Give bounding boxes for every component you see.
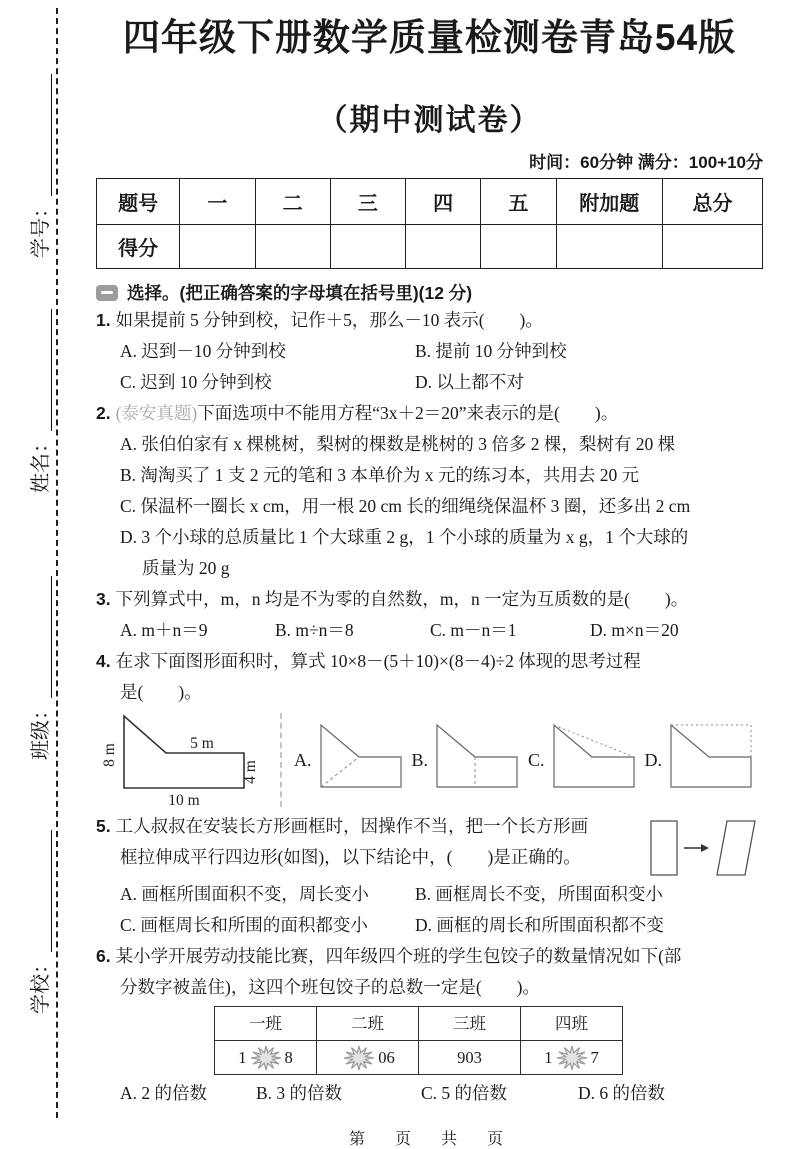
score-empty-cell (255, 225, 330, 269)
q4-option-d (645, 719, 759, 801)
name-label: 姓名： (30, 433, 52, 493)
option-c: C. m－n＝1 (430, 620, 517, 640)
option-c: C. 画框周长和所围的面积都变小 (120, 915, 368, 935)
score-header-cell: 二 (255, 179, 330, 225)
option-d-continuation: 质量为 20 g (142, 558, 230, 578)
q4-figure-row (102, 711, 763, 809)
option-d: D. 画框的周长和所围面积都不变 (415, 915, 664, 935)
sidebar-field-name (20, 309, 52, 493)
question-6 (96, 941, 763, 1109)
option-c: C. 保温杯一圈长 x cm，用一根 20 cm 长的细绳绕保温杯 3 圈，还多出 2 cm (120, 496, 691, 516)
student-id-label: 学号： (30, 198, 52, 258)
question-stem-line2: 是( )。 (120, 682, 202, 702)
figure-label-top: 5 m (190, 735, 214, 752)
frame-stretch-figure (645, 817, 763, 879)
score-header-cell: 题号 (97, 179, 180, 225)
covered-number-cell: 06 (317, 1041, 419, 1075)
score-empty-cell (481, 225, 556, 269)
question-3 (96, 584, 763, 646)
option-d: D. 6 的倍数 (578, 1083, 666, 1103)
score-empty-cell (180, 225, 255, 269)
figure-label-right: 4 m (242, 760, 259, 784)
student-id-blank (37, 74, 52, 196)
minus-badge-icon (96, 285, 118, 301)
class-header-cell: 一班 (215, 1007, 317, 1041)
score-table (96, 178, 763, 269)
option-d-figure (663, 719, 758, 801)
dashed-cut-line (56, 8, 58, 1118)
option-c: C. 迟到 10 分钟到校 (120, 372, 272, 392)
class-header-cell: 二班 (317, 1007, 419, 1041)
option-a-figure (313, 719, 408, 801)
question-stem-line2: 分数字被盖住)，这四个班包饺子的总数一定是( )。 (120, 977, 540, 997)
page-subtitle: （期中测试卷） (317, 104, 542, 137)
option-letter: C. (528, 749, 545, 770)
class-blank (37, 576, 52, 698)
score-table-score-row (97, 225, 763, 269)
score-header-cell: 总分 (663, 179, 763, 225)
question-stem: 下面选项中不能用方程“3x＋2＝20”来表示的是( )。 (197, 403, 619, 423)
question-stem: 如果提前 5 分钟到校，记作＋5，那么－10 表示( )。 (115, 310, 543, 330)
main-sheet (60, 0, 793, 1148)
time-score-meta: 时间：60分钟 满分：100+10分 (529, 153, 763, 172)
burst-icon (250, 1045, 282, 1071)
number-cell: 903 (419, 1041, 521, 1075)
covered-number-cell: 1 7 (521, 1041, 623, 1075)
question-number: 3. (96, 589, 111, 609)
option-b: B. 3 的倍数 (256, 1083, 343, 1103)
question-number: 6. (96, 946, 111, 966)
option-b: B. 淘淘买了 1 支 2 元的笔和 3 本单价为 x 元的练习本，共用去 20 元 (120, 465, 640, 485)
question-number: 1. (96, 310, 111, 330)
dumpling-table-header-row (215, 1007, 623, 1041)
class-header-cell: 四班 (521, 1007, 623, 1041)
question-number: 2. (96, 403, 111, 423)
question-stem-line1: 某小学开展劳动技能比赛，四年级四个班的学生包饺子的数量情况如下(部 (115, 946, 682, 966)
question-4 (96, 646, 763, 809)
option-d: D. m×n＝20 (590, 620, 679, 640)
class-header-cell: 三班 (419, 1007, 521, 1041)
option-b: B. m÷n＝8 (275, 620, 354, 640)
name-blank (37, 309, 52, 431)
question-stem-line1: 在求下面图形面积时，算式 10×8－(5＋10)×(8－4)÷2 体现的思考过程 (115, 651, 641, 671)
class-label: 班级： (30, 700, 52, 760)
sidebar-field-class (20, 576, 52, 760)
q5-stem-with-figure (96, 811, 763, 879)
option-a: A. 张伯伯家有 x 棵桃树，梨树的棵数是桃树的 3 倍多 2 棵，梨树有 20 棵 (120, 434, 676, 454)
score-empty-cell (556, 225, 663, 269)
sidebar-field-student-id (20, 74, 52, 258)
option-letter: D. (644, 749, 663, 770)
score-header-cell: 三 (330, 179, 405, 225)
option-d: D. 以上都不对 (415, 372, 524, 392)
school-label: 学校： (30, 954, 52, 1014)
main-area-figure (102, 710, 270, 810)
question-stem-line1: 工人叔叔在安装长方形画框时，因操作不当，把一个长方形画 (115, 816, 589, 836)
score-header-cell: 附加题 (556, 179, 663, 225)
page-footer: 第 页 共 页 (348, 1131, 510, 1148)
burst-icon (556, 1045, 588, 1071)
score-row-label: 得分 (97, 225, 180, 269)
score-empty-cell (663, 225, 763, 269)
figure-divider-line (280, 713, 282, 807)
source-tag: (泰安真题) (115, 403, 198, 423)
question-5 (96, 811, 763, 941)
q6-options-row (120, 1078, 763, 1109)
dumpling-table-value-row (215, 1041, 623, 1075)
q4-option-b (412, 719, 525, 801)
q5-options-row-1 (120, 879, 763, 910)
q1-options-row-1 (120, 336, 763, 367)
score-empty-cell (406, 225, 481, 269)
q3-options-row (120, 615, 763, 646)
section-one-title: 选择。(把正确答案的字母填在括号里)(12 分) (127, 283, 473, 303)
option-letter: A. (294, 749, 312, 770)
sidebar-field-school (20, 830, 52, 1014)
question-number: 5. (96, 816, 111, 836)
option-d: D. 3 个小球的总质量比 1 个大球重 2 g，1 个小球的质量为 x g，1 个大球的 (120, 527, 689, 547)
option-b-figure (429, 719, 524, 801)
option-a: A. 画框所围面积不变，周长变小 (120, 884, 369, 904)
option-b: B. 提前 10 分钟到校 (415, 341, 567, 361)
dumpling-count-table (214, 1006, 623, 1075)
question-2 (96, 398, 763, 584)
question-stem-line2: 框拉伸成平行四边形(如图)，以下结论中，( )是正确的。 (120, 847, 581, 867)
rectangle-frame (651, 821, 677, 875)
q5-options-row-2 (120, 910, 763, 941)
q5-stem-text (96, 811, 645, 873)
option-a: A. 2 的倍数 (120, 1083, 208, 1103)
figure-label-left: 8 m (101, 743, 118, 767)
school-blank (37, 830, 52, 952)
section-one-header (96, 280, 763, 305)
option-a: A. m＋n＝9 (120, 620, 208, 640)
score-header-cell: 四 (406, 179, 481, 225)
score-header-cell: 一 (180, 179, 255, 225)
score-table-header-row (97, 179, 763, 225)
burst-icon (343, 1045, 375, 1071)
page-title: 四年级下册数学质量检测卷青岛54版 (122, 17, 737, 58)
figure-label-bottom: 10 m (168, 792, 200, 809)
q1-options-row-2 (120, 367, 763, 398)
score-empty-cell (330, 225, 405, 269)
option-c: C. 5 的倍数 (421, 1083, 508, 1103)
question-1 (96, 305, 763, 398)
q4-option-c (528, 719, 641, 801)
q4-option-a (294, 719, 408, 801)
parallelogram-frame (717, 821, 755, 875)
option-a: A. 迟到－10 分钟到校 (120, 341, 286, 361)
question-number: 4. (96, 651, 111, 671)
option-letter: B. (411, 749, 429, 770)
question-stem: 下列算式中，m，n 均是不为零的自然数，m，n 一定为互质数的是( )。 (115, 589, 689, 609)
score-header-cell: 五 (481, 179, 556, 225)
covered-number-cell: 1 8 (215, 1041, 317, 1075)
option-b: B. 画框周长不变，所围面积变小 (415, 884, 663, 904)
option-c-figure (546, 719, 641, 801)
